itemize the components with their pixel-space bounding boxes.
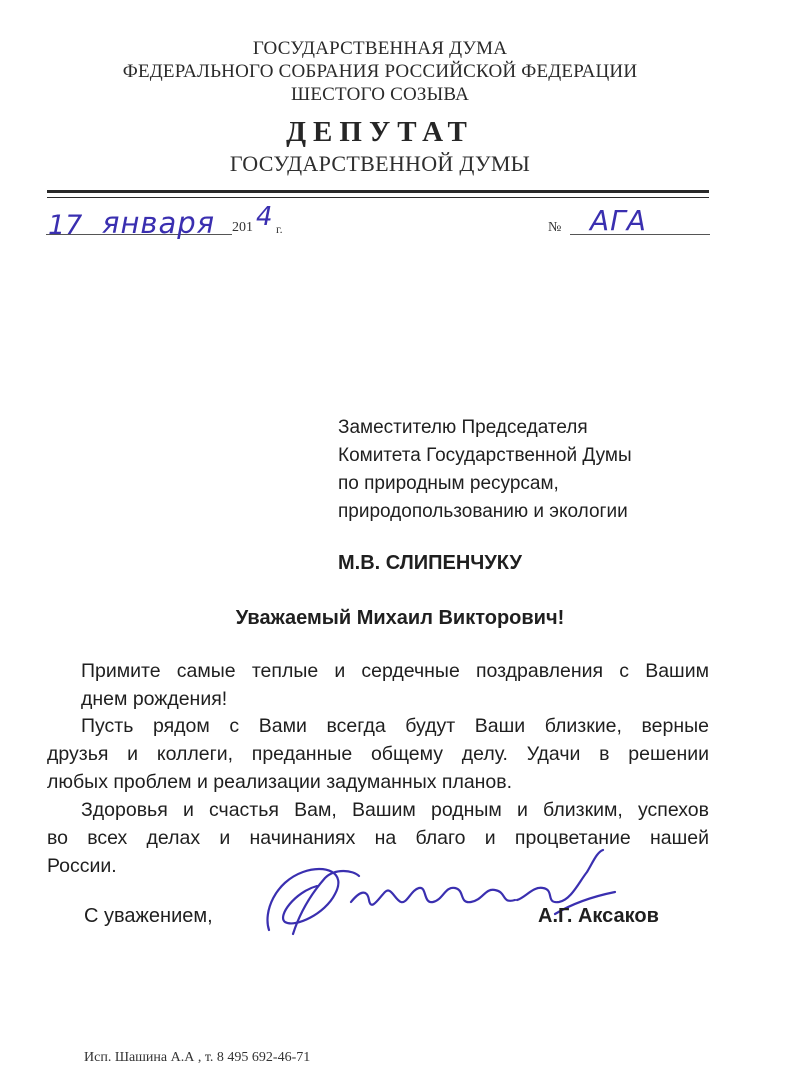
signatory-name: А.Г. Аксаков: [538, 905, 659, 927]
closing-regards: С уважением,: [84, 905, 213, 927]
body-line: России.: [47, 855, 117, 877]
letterhead-line-duma: ГОСУДАРСТВЕННАЯ ДУМА: [252, 38, 508, 59]
addressee-line: природопользованию и экологии: [338, 501, 628, 522]
number-value: АГА: [590, 204, 647, 237]
body-line: днем рождения!: [81, 688, 228, 710]
body-line: Пусть рядом с Вами всегда будут Ваши близкие, верные: [81, 715, 709, 737]
date-year-suffix: г.: [276, 222, 283, 236]
number-field: [548, 206, 710, 242]
date-day: 17: [48, 210, 83, 241]
date-year-digit: 4: [256, 202, 273, 232]
body-line: любых проблем и реализации задуманных планов.: [47, 771, 513, 793]
letterhead-line-convocation: ШЕСТОГО СОЗЫВА: [291, 84, 469, 105]
header-rule-thick: [47, 190, 709, 193]
addressee-line: Комитета Государственной Думы: [338, 445, 632, 466]
body-line: Здоровья и счастья Вам, Вашим родным и близким, успехов: [81, 799, 709, 821]
addressee-block: [338, 414, 758, 526]
addressee-line: по природным ресурсам,: [338, 473, 559, 494]
body-line: Примите самые теплые и сердечные поздравления с Вашим: [81, 660, 709, 682]
salutation: Уважаемый Михаил Викторович!: [235, 607, 565, 629]
body-paragraph-2: [47, 712, 709, 796]
addressee-line: Заместителю Председателя: [338, 417, 588, 438]
body-line: во всех делах и начинаниях на благо и процветание нашей: [47, 827, 709, 849]
signature-stroke: [267, 869, 338, 930]
signature-stroke: [517, 850, 603, 902]
letterhead-line-assembly: ФЕДЕРАЛЬНОГО СОБРАНИЯ РОССИЙСКОЙ ФЕДЕРАЦИИ: [122, 61, 638, 82]
header-rule-thin: [47, 197, 709, 198]
date-field: [46, 204, 296, 244]
date-year-prefix: 201: [232, 220, 253, 235]
date-month: января: [102, 206, 216, 240]
body-line: друзья и коллеги, преданные общему делу. Удачи в решении: [47, 743, 709, 765]
signature: [255, 842, 625, 952]
letterhead-subtitle: ГОСУДАРСТВЕННОЙ ДУМЫ: [229, 151, 531, 176]
signature-stroke: [351, 888, 515, 905]
addressee-name: М.В. СЛИПЕНЧУКУ: [338, 552, 522, 574]
executor-note: Исп. Шашина А.А , т. 8 495 692-46-71: [84, 1050, 311, 1065]
signature-stroke: [293, 871, 359, 934]
number-label: №: [548, 220, 562, 235]
letterhead-title: ДЕПУТАТ: [286, 116, 474, 148]
body-paragraph-1: [81, 657, 709, 713]
